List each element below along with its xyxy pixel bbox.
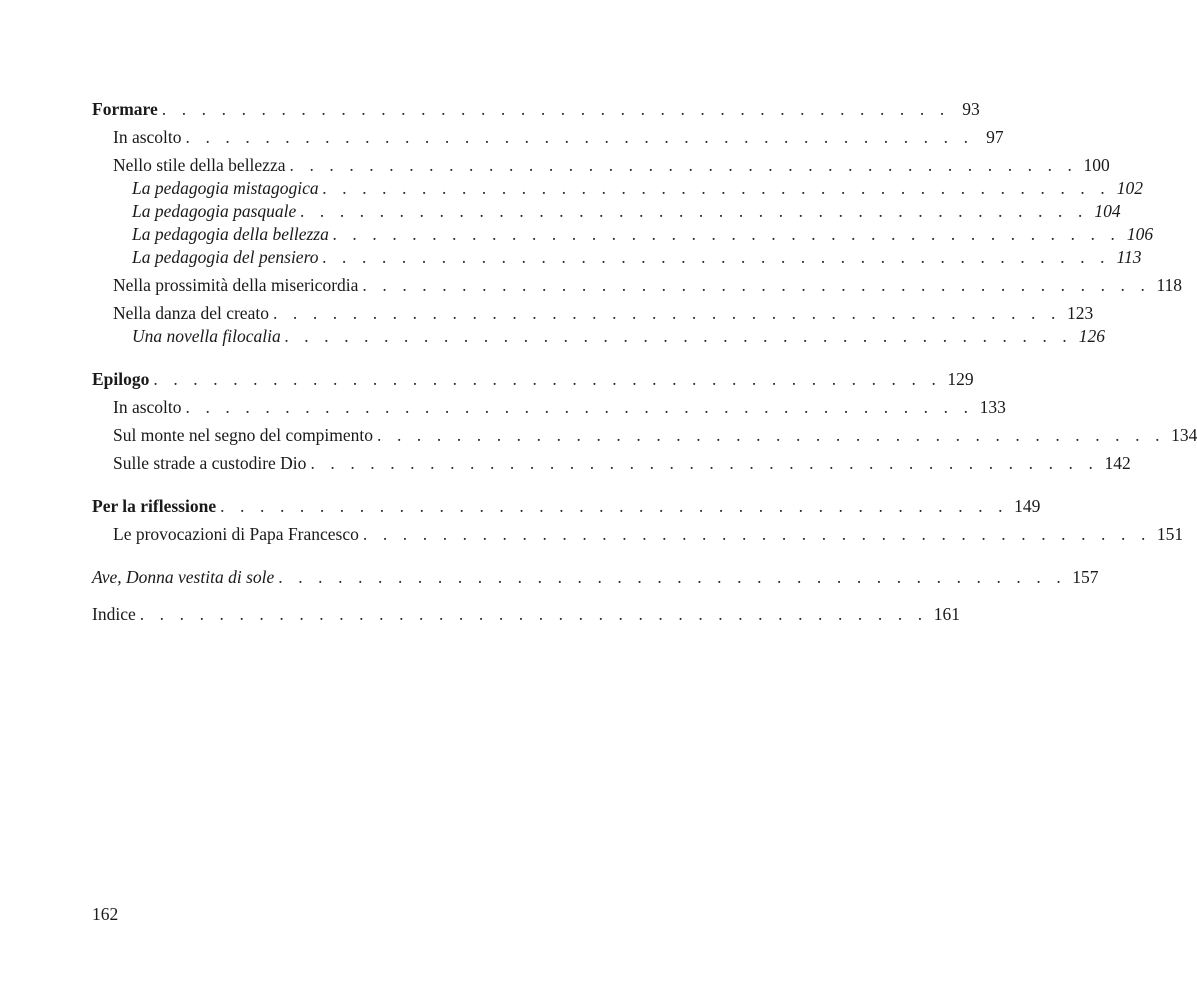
toc-entry-page: 97: [986, 127, 1004, 147]
leader-dots: . . . . . . . . . . . . . . . . . . . . . . . . . . . . . . . . . . . . . . . .: [332, 224, 1121, 244]
toc-entry-label: Indice: [92, 604, 136, 624]
toc-entry-label: In ascolto: [113, 397, 182, 417]
toc-entry-page: 142: [1104, 453, 1131, 473]
toc-entry-page: 113: [1116, 247, 1142, 267]
leader-dots: . . . . . . . . . . . . . . . . . . . . . . . . . . . . . . . . . . . . . . . .: [322, 178, 1111, 198]
toc-entry-label: Per la riflessione: [92, 496, 217, 516]
toc-entry-label: Ave, Donna vestita di sole: [92, 567, 275, 587]
toc-entry-indice: [92, 603, 961, 626]
toc-entry-page: 149: [1014, 496, 1041, 516]
leader-dots: . . . . . . . . . . . . . . . . . . . . . . . . . . . . . . . . . . . . . . . .: [272, 303, 1061, 323]
toc-entry-page: 106: [1126, 224, 1154, 244]
toc-entry-novella-filocalia: [92, 325, 1106, 348]
toc-entry-in-ascolto: [92, 126, 1004, 149]
toc-entry-pedagogia-pasquale: [92, 200, 1121, 223]
table-of-contents: [92, 98, 1197, 626]
toc-entry-label: Formare: [92, 99, 158, 119]
toc-entry-page: 161: [933, 604, 961, 624]
toc-entry-danza-creato: [92, 302, 1094, 325]
toc-entry-page: 104: [1094, 201, 1121, 221]
leader-dots: . . . . . . . . . . . . . . . . . . . . . . . . . . . . . . . . . . . . . . . .: [310, 453, 1099, 473]
toc-entry-sul-monte: [92, 424, 1197, 447]
leader-dots: . . . . . . . . . . . . . . . . . . . . . . . . . . . . . . . . . . . . . . . .: [220, 496, 1009, 516]
toc-entry-page: 100: [1083, 155, 1110, 175]
toc-entry-sulle-strade: [92, 452, 1131, 475]
toc-entry-page: 157: [1072, 567, 1099, 587]
toc-entry-label: Nella prossimità della misericordia: [113, 275, 359, 295]
toc-entry-page: 118: [1156, 275, 1183, 295]
toc-entry-formare: [92, 98, 980, 121]
leader-dots: . . . . . . . . . . . . . . . . . . . . . . . . . . . . . . . . . . . . . . . .: [185, 397, 974, 417]
toc-entry-in-ascolto-2: [92, 396, 1006, 419]
leader-dots: . . . . . . . . . . . . . . . . . . . . . . . . . . . . . . . . . . . . . . . .: [153, 369, 942, 389]
toc-entry-label: La pedagogia mistagogica: [132, 178, 319, 198]
leader-dots: . . . . . . . . . . . . . . . . . . . . . . . . . . . . . . . . . . . . . . . .: [377, 425, 1166, 445]
toc-entry-label: Sul monte nel segno del compimento: [113, 425, 374, 445]
toc-entry-epilogo: [92, 368, 974, 391]
toc-entry-pedagogia-bellezza: [92, 223, 1154, 246]
toc-entry-ave-donna: [92, 566, 1099, 589]
toc-entry-pedagogia-pensiero: [92, 246, 1142, 269]
leader-dots: . . . . . . . . . . . . . . . . . . . . . . . . . . . . . . . . . . . . . . . .: [300, 201, 1089, 221]
toc-entry-provocazioni: [92, 523, 1184, 546]
leader-dots: . . . . . . . . . . . . . . . . . . . . . . . . . . . . . . . . . . . . . . . .: [185, 127, 974, 147]
leader-dots: . . . . . . . . . . . . . . . . . . . . . . . . . . . . . . . . . . . . . . . .: [161, 99, 950, 119]
toc-entry-nello-stile: [92, 154, 1110, 177]
leader-dots: . . . . . . . . . . . . . . . . . . . . . . . . . . . . . . . . . . . . . . . .: [362, 275, 1151, 295]
toc-entry-label: La pedagogia del pensiero: [132, 247, 319, 267]
toc-entry-per-la-riflessione: [92, 495, 1041, 518]
leader-dots: . . . . . . . . . . . . . . . . . . . . . . . . . . . . . . . . . . . . . . . .: [278, 567, 1067, 587]
toc-entry-page: 151: [1156, 524, 1184, 544]
toc-entry-label: Nella danza del creato: [113, 303, 269, 323]
toc-entry-label: Sulle strade a custodire Dio: [113, 453, 307, 473]
toc-entry-label: Una novella filocalia: [132, 326, 281, 346]
toc-entry-page: 134: [1171, 425, 1197, 445]
toc-entry-page: 129: [947, 369, 974, 389]
toc-entry-label: La pedagogia della bellezza: [132, 224, 329, 244]
toc-entry-page: 93: [962, 99, 980, 119]
toc-entry-label: La pedagogia pasquale: [132, 201, 297, 221]
toc-entry-page: 126: [1078, 326, 1106, 346]
toc-entry-label: Epilogo: [92, 369, 150, 389]
leader-dots: . . . . . . . . . . . . . . . . . . . . . . . . . . . . . . . . . . . . . . . .: [322, 247, 1111, 267]
toc-entry-page: 133: [979, 397, 1006, 417]
toc-entry-label: Nello stile della bellezza: [113, 155, 286, 175]
toc-entry-page: 102: [1116, 178, 1143, 198]
leader-dots: . . . . . . . . . . . . . . . . . . . . . . . . . . . . . . . . . . . . . . . .: [289, 155, 1078, 175]
leader-dots: . . . . . . . . . . . . . . . . . . . . . . . . . . . . . . . . . . . . . . . .: [284, 326, 1073, 346]
leader-dots: . . . . . . . . . . . . . . . . . . . . . . . . . . . . . . . . . . . . . . . .: [362, 524, 1151, 544]
toc-entry-label: Le provocazioni di Papa Francesco: [113, 524, 359, 544]
toc-entry-page: 123: [1066, 303, 1094, 323]
leader-dots: . . . . . . . . . . . . . . . . . . . . . . . . . . . . . . . . . . . . . . . .: [139, 604, 928, 624]
toc-entry-pedagogia-mistagogica: [92, 177, 1143, 200]
page-number: 162: [92, 904, 119, 924]
toc-entry-prossimita: [92, 274, 1183, 297]
toc-entry-label: In ascolto: [113, 127, 182, 147]
